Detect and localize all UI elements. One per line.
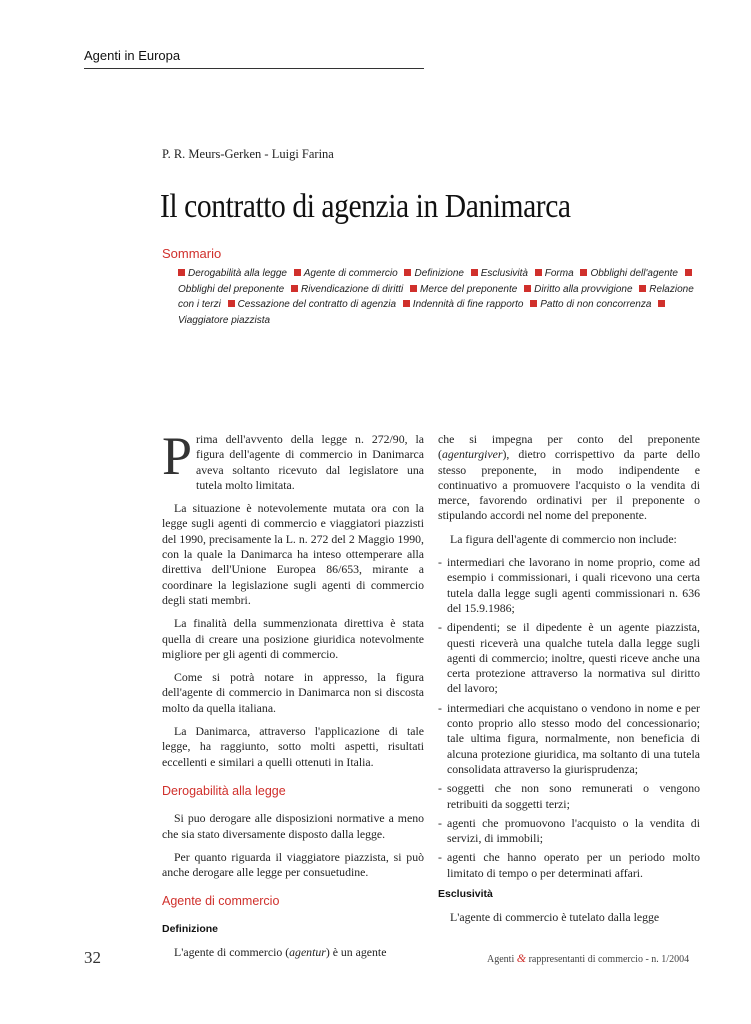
sommario-item: Viaggiatore piazzista — [178, 314, 271, 326]
body-paragraph — [162, 945, 424, 960]
article-authors: P. R. Meurs-Gerken - Luigi Farina — [162, 147, 334, 161]
sommario-item: Merce del preponente — [420, 283, 518, 295]
body-paragraph: Per quanto riguarda il viaggiatore piazzista, si può anche derogare alle legge per consuetudine. — [162, 849, 424, 880]
body-paragraph — [438, 432, 700, 524]
red-square-bullet-icon — [639, 285, 646, 292]
red-square-bullet-icon — [530, 300, 537, 307]
list-item-text: dipendenti; se il dipedente è un agente piazzista, questi riceverà una qualche tutela dalla legge sugli agenti di commercio; inoltre, questi riceve anche una certa protezione attraverso la normativa sul diritto del lavoro; — [447, 620, 700, 696]
sommario-item: Esclusività — [480, 268, 528, 279]
exclusions-list — [438, 555, 700, 881]
red-square-bullet-icon — [403, 300, 410, 307]
red-square-bullet-icon — [178, 269, 185, 276]
body-column-left — [162, 426, 424, 968]
body-paragraph: La finalità della summenzionata direttiva è stata quella di creare una posizione giuridica notevolmente migliore per gli agenti di commercio. — [162, 616, 424, 661]
list-item-text: intermediari che lavorano in nome proprio, come ad esempio i commissionari, i quali ricevono una certa tutela dalla legge sugli agenti commissionari n. 636 del 15.9.1986; — [447, 555, 700, 615]
sommario-item: Patto di non concorrenza — [540, 299, 652, 310]
list-item — [438, 850, 700, 881]
dash-bullet: - — [438, 850, 442, 865]
body-paragraph: La Danimarca, attraverso l'applicazione di tale legge, ha raggiunto, sotto molti aspetti, risultati eccellenti e similari a quelli ottenuti in Italia. — [162, 724, 424, 769]
page-number: 32 — [84, 948, 101, 967]
sommario-list — [178, 266, 708, 328]
sommario-item: Agente di commercio — [303, 268, 398, 279]
sommario-item: Cessazione del contratto di agenzia — [237, 299, 397, 310]
running-header: Agenti in Europa — [84, 48, 181, 63]
list-item — [438, 781, 700, 812]
body-paragraph: La situazione è notevolemente mutata ora con la legge sugli agenti di commercio e viaggiatori piazzisti del 1990, precisamente la L. n. 272 del 2 Maggio 1990, con la quale la Danimarca ha inteso ottemperare alla direttiva dell'Unione Europea 86/653, mirante a coordinare la legislazione sugli agenti di commercio degli stati membri. — [162, 501, 424, 607]
ampersand-logo: & — [516, 951, 527, 965]
dash-bullet: - — [438, 815, 442, 830]
dash-bullet: - — [438, 620, 442, 635]
intro-paragraph — [162, 426, 424, 493]
text-run: ) è un agente — [325, 945, 387, 960]
text-run: L'agente di commercio ( — [174, 945, 290, 960]
list-item — [438, 555, 700, 616]
red-square-bullet-icon — [228, 300, 235, 307]
list-item-text: soggetti che non sono remunerati o vengono retribuiti da soggetti terzi; — [447, 781, 700, 811]
italic-term: agenturgiver — [441, 447, 503, 462]
body-paragraph: L'agente di commercio è tutelato dalla legge — [450, 910, 660, 925]
list-item-text: agenti che hanno operato per un periodo molto limitato di tempo o per determinati affari. — [447, 850, 700, 880]
sommario-item: Diritto alla provvigione — [534, 283, 633, 295]
sommario-item: Forma — [544, 268, 574, 279]
italic-term: agentur — [289, 945, 326, 960]
list-item-text: intermediari che acquistano o vendono in nome e per conto proprio allo stesso modo del concessionario; tale ultima figura, normalmente, non beneficia di alcuna protezione giuridica, ma soltanto di una tutela consolidata attraverso la giurisprudenza; — [447, 700, 700, 776]
red-square-bullet-icon — [580, 269, 587, 276]
sommario-item: Relazione con i terzi — [178, 283, 694, 310]
body-paragraph: La figura dell'agente di commercio non include: — [450, 531, 677, 546]
journal-name-start: Agenti — [487, 954, 515, 965]
list-item-text: agenti che promuovono l'acquisto o la vendita di servizi, di immobili; — [447, 815, 700, 846]
sommario-item: Obblighi del preponente — [178, 283, 285, 295]
red-square-bullet-icon — [291, 285, 298, 292]
section-heading: Agente di commercio — [162, 894, 280, 909]
red-square-bullet-icon — [685, 269, 692, 276]
journal-name-end: rappresentanti di commercio - n. 1/2004 — [528, 954, 690, 965]
list-item — [438, 816, 700, 847]
dash-bullet: - — [438, 781, 442, 796]
section-heading: Derogabilità alla legge — [162, 783, 286, 798]
dash-bullet: - — [438, 555, 442, 570]
red-square-bullet-icon — [404, 269, 411, 276]
subsection-heading: Esclusività — [438, 888, 493, 901]
intro-text: rima dell'avvento della legge n. 272/90, la figura dell'agente di commercio in Danimarca aveva soltanto ricevuto dal legislatore una tutela molto limitata. — [196, 432, 424, 492]
sommario-item: Derogabilità alla legge — [188, 268, 287, 279]
red-square-bullet-icon — [471, 269, 478, 276]
journal-footer — [487, 951, 689, 966]
red-square-bullet-icon — [658, 300, 665, 307]
sommario-item: Indennità di fine rapporto — [412, 299, 524, 310]
sommario-item: Rivendicazione di diritti — [300, 283, 404, 295]
header-divider — [84, 68, 424, 69]
text-run: ), dietro corrispettivo da parte dello stesso preponente, in modo indipendente e continuativo a promuovere l'acquisto o la vendita di merce, favorendo ordinativi per il preponente o stipulando accordi nel nome del preponente. — [438, 447, 700, 523]
red-square-bullet-icon — [294, 269, 301, 276]
sommario-heading: Sommario — [162, 246, 222, 261]
drop-cap: P — [162, 426, 193, 486]
list-item — [438, 701, 700, 777]
body-paragraph: Si puo derogare alle disposizioni normative a meno che sia stato diversamente disposto dalla legge. — [162, 811, 424, 841]
red-square-bullet-icon — [535, 269, 542, 276]
article-title: Il contratto di agenzia in Danimarca — [160, 188, 571, 225]
subsection-heading: Definizione — [162, 922, 219, 935]
body-paragraph: Come si potrà notare in appresso, la figura dell'agente di commercio in Danimarca non si discosta molto da quella italiana. — [162, 670, 424, 715]
text-run: che si impegna per conto del preponente ( — [438, 432, 700, 462]
dash-bullet: - — [438, 700, 442, 715]
sommario-item: Definizione — [414, 268, 464, 279]
red-square-bullet-icon — [410, 285, 417, 292]
list-item — [438, 620, 700, 696]
red-square-bullet-icon — [524, 285, 531, 292]
sommario-item: Obblighi dell'agente — [590, 268, 678, 279]
body-column-right — [438, 432, 700, 934]
